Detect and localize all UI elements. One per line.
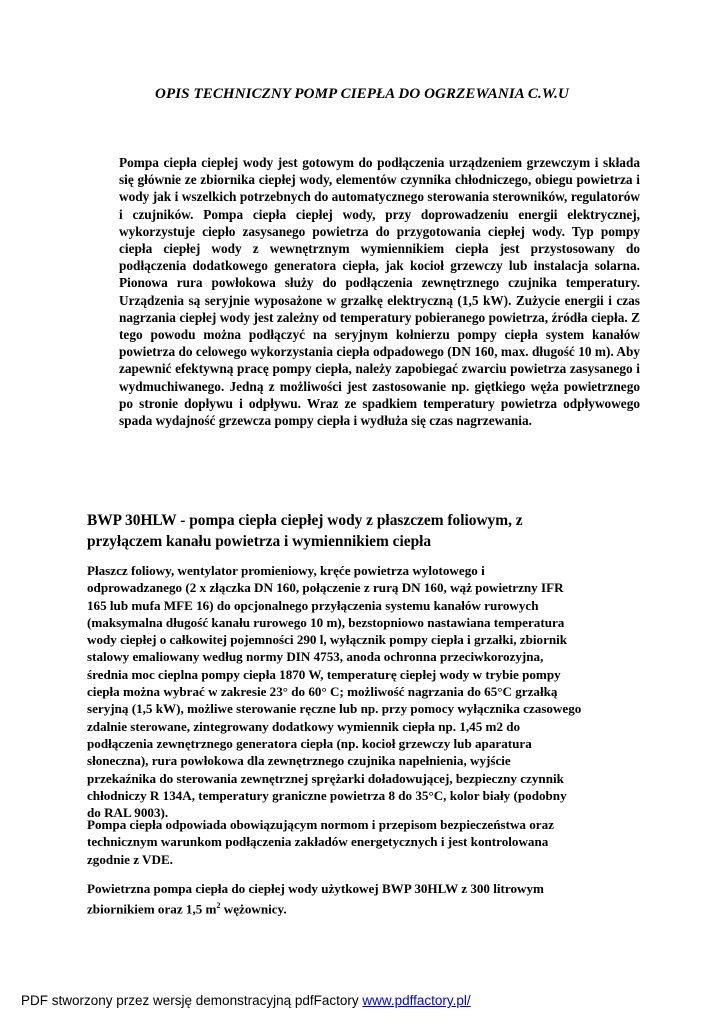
product-heading bbox=[87, 510, 647, 552]
document-title: OPIS TECHNICZNY POMP CIEPŁA DO OGRZEWANIA C.W.U bbox=[155, 86, 569, 102]
text-line: zgodnie z VDE. bbox=[87, 851, 173, 867]
text-line: do RAL 9003). bbox=[87, 805, 169, 821]
text-line: odprowadzanego (2 x złączka DN 160, połączenie z rurą DN 160, wąż powietrzny IFR bbox=[87, 580, 564, 596]
product-heading-line: przyłączem kanału powietrza i wymiennikiem ciepła bbox=[87, 533, 432, 550]
text-line: (maksymalna długość kanału rurowego 10 m), bezstopniowo nastawiana temperatura bbox=[87, 614, 565, 630]
text-line: przekaźnika do sterowania zewnętrznej sprężarki doładowującej, bezpieczny czynnik bbox=[87, 770, 564, 786]
text-line: seryjną (1,5 kW), możliwe sterowanie ręczne lub np. przy pomocy wyłącznika czasowego bbox=[87, 701, 582, 717]
footer-link[interactable]: www.pdffactory.pl/ bbox=[362, 993, 471, 1008]
text-line: ciepła można wybrać w zakresie 23° do 60° C; możliwość nagrzania do 65°C grzałką bbox=[87, 684, 558, 700]
product-description bbox=[87, 562, 647, 821]
text-line: zdalnie sterowane, zintegrowany dodatkowy wymiennik ciepła np. 1,45 m2 do bbox=[87, 718, 521, 734]
compliance-paragraph bbox=[87, 816, 647, 868]
text-line: technicznym warunkom podłączenia zakładów energetycznych i jest kontrolowana bbox=[87, 834, 549, 850]
product-heading-line: BWP 30HLW - pompa ciepła ciepłej wody z płaszczem foliowym, z bbox=[87, 512, 523, 529]
text-fragment: zbiornikiem oraz 1,5 m bbox=[87, 901, 217, 917]
summary-paragraph bbox=[87, 880, 647, 918]
text-line: wody ciepłej o całkowitej pojemności 290 l, wyłącznik pompy ciepła i grzałki, zbiornik bbox=[87, 632, 568, 648]
text-line bbox=[87, 897, 647, 918]
superscript: 2 bbox=[216, 901, 221, 911]
intro-paragraph: Pompa ciepła ciepłej wody jest gotowym do podłączenia urządzeniem grzewczym i składa się głównie ze zbiornika ciepłej wody, elementów czynnika chłodniczego, obiegu powietrza i wody jak i wszelkich potrzebnych do automatycznego sterowania sterowników, regulatorów i czujników. Pompa ciepła ciepłej wody, przy doprowadzeniu energii elektrycznej, wykorzystuje ciepło zasysanego powietrza do przygotowania ciepłej wody. Typ pompy ciepła ciepłej wody z wewnętrznym wymiennikiem ciepła jest przystosowany do podłączenia dodatkowego generatora ciepła, jak kocioł grzewczy lub instalacja solarna. Pionowa rura powłokowa służy do podłączenia zewnętrznego czujnika temperatury. Urządzenia są seryjnie wyposażone w grzałkę elektryczną (1,5 kW). Zużycie energii i czas nagrzania ciepłej wody jest zależny od temperatury pobieranego powietrza, źródła ciepła. Z tego powodu można podłączyć na seryjnym kołnierzu pompy ciepła system kanałów powietrza do celowego wykorzystania ciepła odpadowego (DN 160, max. długość 10 m). Aby zapewnić efektywną pracę pompy ciepła, należy zapobiegać zwarciu powietrza zasysanego i wydmuchiwanego. Jedną z możliwości jest zastosowanie np. giętkiego węża powietrznego po stronie dopływu i odpływu. Wraz ze spadkiem temperatury powietrza odpływowego spada wydajność grzewcza pompy ciepła i wydłuża się czas nagrzewania. bbox=[119, 155, 640, 429]
text-line: słoneczna), rura powłokowa dla zewnętrznego czujnika napełnienia, wyjście bbox=[87, 753, 511, 769]
pdf-footer bbox=[21, 993, 471, 1008]
text-line: średnia moc cieplna pompy ciepła 1870 W, temperaturę ciepłej wody w trybie pompy bbox=[87, 666, 561, 682]
text-line: stalowy emaliowany według normy DIN 4753, anoda ochronna przeciwkorozyjna, bbox=[87, 649, 544, 665]
text-fragment: wężownicy. bbox=[220, 901, 287, 917]
text-line: chłodniczy R 134A, temperatury graniczne powietrza 8 do 35°C, kolor biały (podobny bbox=[87, 787, 567, 803]
text-line: 165 lub mufa MFE 16) do opcjonalnego przyłączenia systemu kanałów rurowych bbox=[87, 597, 539, 613]
text-line: Powietrzna pompa ciepła do ciepłej wody użytkowej BWP 30HLW z 300 litrowym bbox=[87, 881, 544, 896]
footer-text: PDF stworzony przez wersję demonstracyjną pdfFactory bbox=[21, 993, 363, 1008]
text-line: podłączenia zewnętrznego generatora ciepła (np. kocioł grzewczy lub aparatura bbox=[87, 735, 532, 751]
text-line: Pompa ciepła odpowiada obowiązującym normom i przepisom bezpieczeństwa oraz bbox=[87, 817, 554, 832]
text-line: Płaszcz foliowy, wentylator promieniowy, kręće powietrza wylotowego i bbox=[87, 563, 485, 578]
